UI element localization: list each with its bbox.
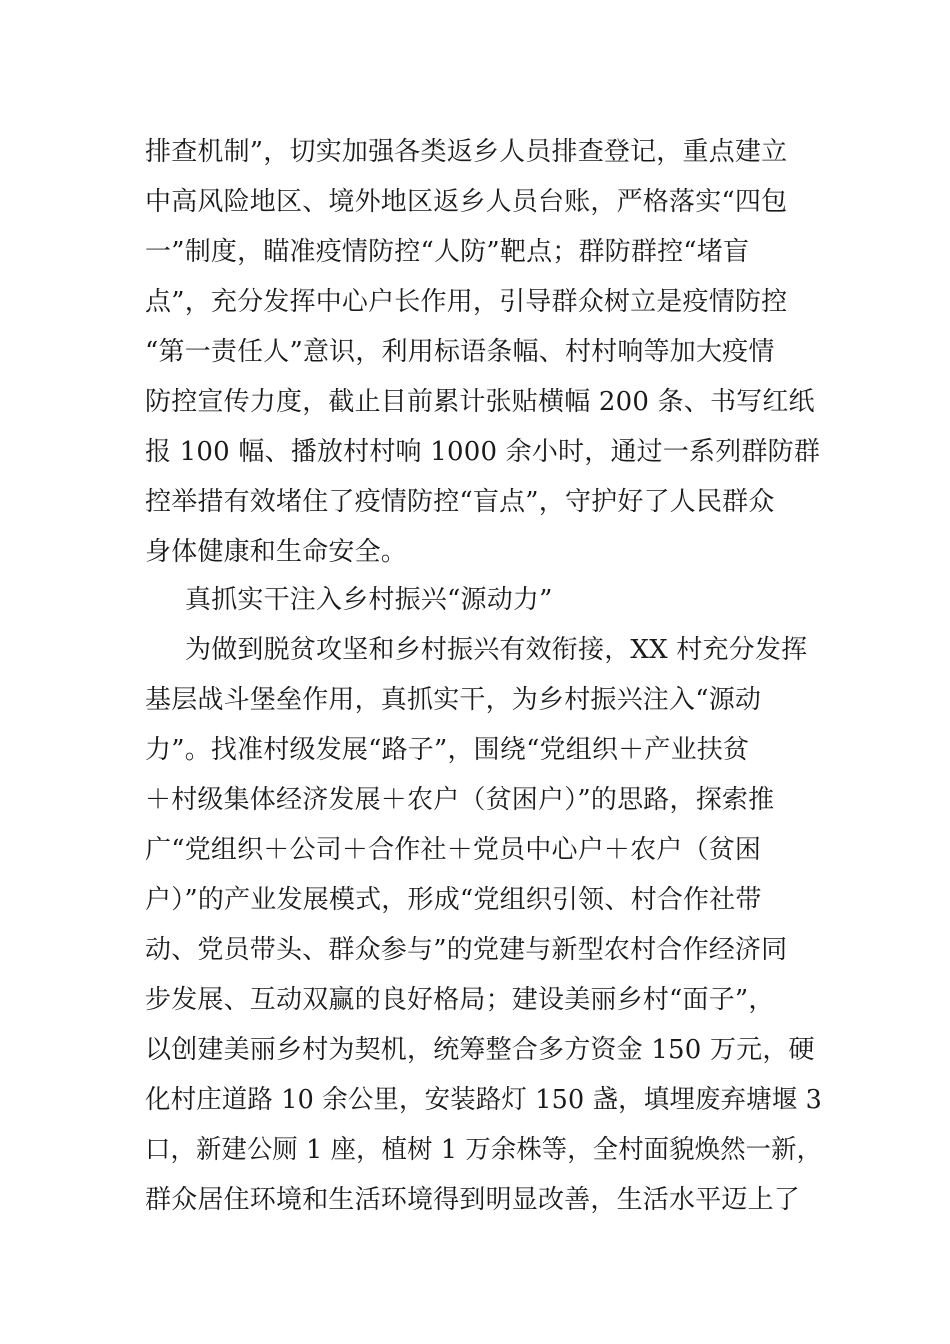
body-line-3: 一”制度，瞄准疫情防控“人防”靶点；群防群控“堵盲 [145, 237, 750, 267]
body-line-12: 力”。找准村级发展“路子”，围绕“党组织＋产业扶贫 [145, 735, 750, 765]
body-line-18: 以创建美丽乡村为契机，统筹整合多方资金 150 万元，硬 [145, 1035, 815, 1065]
body-line-4: 点”，充分发挥中心户长作用，引导群众树立是疫情防控 [145, 287, 788, 317]
body-line-1: 排查机制”，切实加强各类返乡人员排查登记，重点建立 [145, 137, 788, 167]
body-line-7: 报 100 幅、播放村村响 1000 余小时，通过一系列群防群 [145, 437, 821, 467]
body-line-17: 步发展、互动双赢的良好格局；建设美丽乡村“面子”， [145, 985, 775, 1015]
body-line-9: 身体健康和生命安全。 [145, 537, 408, 567]
body-line-16: 动、党员带头、群众参与”的党建与新型农村合作经济同 [145, 935, 788, 965]
body-line-5: “第一责任人”意识，利用标语条幅、村村响等加大疫情 [145, 337, 775, 367]
body-line-20: 口，新建公厕 1 座，植树 1 万余株等，全村面貌焕然一新， [145, 1135, 823, 1165]
body-line-11: 基层战斗堡垒作用，真抓实干，为乡村振兴注入“源动 [145, 685, 762, 715]
body-line-14: 广“党组织＋公司＋合作社＋党员中心户＋农户（贫困 [145, 835, 762, 865]
body-line-2: 中高风险地区、境外地区返乡人员台账，严格落实“四包 [145, 187, 788, 217]
body-line-21: 群众居住环境和生活环境得到明显改善，生活水平迈上了 [145, 1185, 801, 1215]
body-line-8: 控举措有效堵住了疫情防控“盲点”，守护好了人民群众 [145, 487, 775, 517]
body-line-13: ＋村级集体经济发展＋农户（贫困户）”的思路，探索推 [145, 785, 775, 815]
body-line-6: 防控宣传力度，截止目前累计张贴横幅 200 条、书写红纸 [145, 387, 815, 417]
body-line-10: 为做到脱贫攻坚和乡村振兴有效衔接，XX 村充分发挥 [185, 635, 808, 665]
body-line-15: 户）”的产业发展模式，形成“党组织引领、村合作社带 [145, 885, 762, 915]
section-heading: 真抓实干注入乡村振兴“源动力” [185, 585, 553, 615]
body-line-19: 化村庄道路 10 余公里，安装路灯 150 盏，填埋废弃塘堰 3 [145, 1085, 822, 1115]
